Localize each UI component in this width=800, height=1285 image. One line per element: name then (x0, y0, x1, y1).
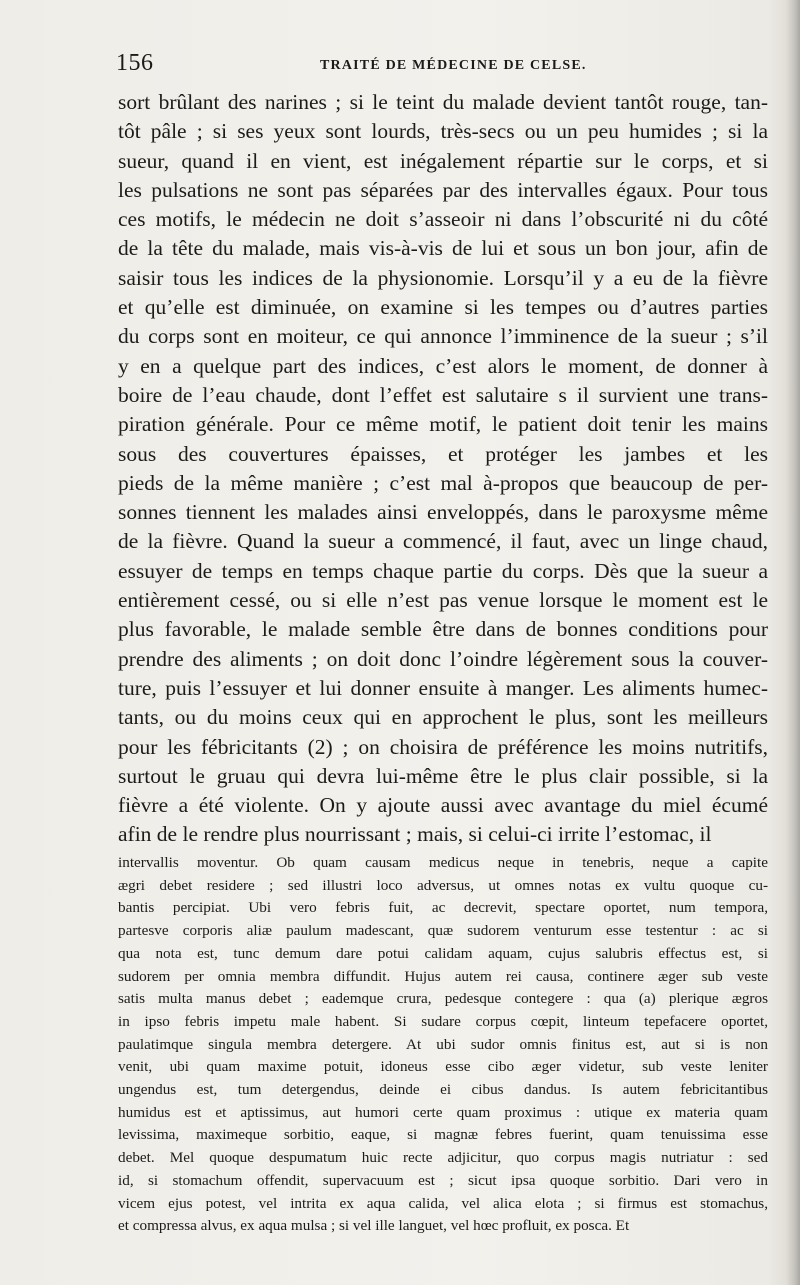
text-line: sort brûlant des narines ; si le teint du malade devient tantôt rouge, tan- (118, 90, 768, 114)
text-line: piration générale. Pour ce même motif, le patient doit tenir les mains (118, 412, 768, 437)
text-line: sous des couvertures épaisses, et protéger les jambes et les (118, 441, 768, 466)
footnote-line: vicem ejus potest, vel intrita ex aqua calida, vel alica elota ; si firmus est stomachus, (118, 1194, 768, 1212)
footnote-line: ægri debet residere ; sed illustri loco adversus, ut omnes notas ex vultu quoque cu- (118, 876, 768, 894)
footnote-line: satis multa manus debet ; eademque crura, pedesque contegere : qua (a) plerique ægros (118, 990, 768, 1008)
text-line: et qu’elle est diminuée, on examine si les tempes ou d’autres parties (118, 295, 768, 320)
footnote-line: id, si stomachum offendit, supervacuum est ; sicut ipsa quoque sorbitio. Dari vero in (118, 1171, 768, 1189)
text-line: essuyer de temps en temps chaque partie du corps. Dès que la sueur a (118, 558, 768, 583)
footnote-line: bantis percipiat. Ubi vero febris fuit, ac decrevit, spectare oportet, num tempora, (118, 899, 768, 917)
page-number: 156 (116, 50, 154, 76)
main-text-block (118, 88, 768, 850)
text-line: boire de l’eau chaude, dont l’effet est salutaire s il survient une trans- (118, 382, 768, 407)
footnote-line: humidus est et aptissimus, aut humori certe quam proximus : utique ex materia quam (118, 1103, 768, 1121)
footnote-line: debet. Mel quoque despumatum huic recte adjicitur, quo corpus magis nutriatur : sed (118, 1149, 768, 1167)
footnote-line: sudorem per omnia membra diffundit. Hujus autem rei causa, continere æger sub veste (118, 967, 768, 985)
page-edge-shadow (786, 0, 800, 1285)
footnote-line: partesve corporis aliæ paulum madescant, quæ sudorem venturum esse testentur : ac si (118, 922, 768, 940)
text-line: afin de le rendre plus nourrissant ; mais, si celui-ci irrite l’estomac, il (118, 822, 712, 847)
footnote-line: levissima, maximeque sorbitio, eaque, si magnæ febres fuerint, quam tenuissima esse (118, 1126, 768, 1144)
text-line: prendre des aliments ; on doit donc l’oindre légèrement sous la couver- (118, 646, 768, 671)
text-line: fièvre a été violente. On y ajoute aussi avec avantage du miel écumé (118, 793, 768, 818)
text-line: de la fièvre. Quand la sueur a commencé, il faut, avec un linge chaud, (118, 529, 768, 554)
text-line: les pulsations ne sont pas séparées par des intervalles égaux. Pour tous (118, 177, 768, 202)
text-line: plus favorable, le malade semble être dans de bonnes conditions pour (118, 617, 768, 642)
running-title: TRAITÉ DE MÉDECINE DE CELSE. (320, 58, 587, 73)
text-line: sonnes tiennent les malades ainsi enveloppés, dans le paroxysme même (118, 500, 768, 525)
text-line: tants, ou du moins ceux qui en approchent le plus, sont les meilleurs (118, 705, 768, 730)
page-header (116, 50, 766, 80)
footnote-line: in ipso febris impetu male habent. Si sudare corpus cœpit, linteum tepefacere oportet, (118, 1012, 768, 1030)
text-line: ces motifs, le médecin ne doit s’asseoir ni dans l’obscurité ni du côté (118, 207, 768, 232)
text-line: tôt pâle ; si ses yeux sont lourds, très-secs ou un peu humides ; si la (118, 119, 768, 144)
footnote-line: et compressa alvus, ex aqua mulsa ; si vel ille languet, vel hœc profluit, ex posca. Et (118, 1217, 630, 1235)
text-line: ture, puis l’essuyer et lui donner ensuite à manger. Les aliments humec- (118, 675, 768, 700)
footnote-line: qua nota est, tunc demum dare potui calidam aquam, cujus salubris effectus est, si (118, 944, 768, 962)
footnote-line: paulatimque singula membra detergere. At ubi sudor omnis finitus est, aut si is non (118, 1035, 768, 1053)
text-line: pour les fébricitants (2) ; on choisira de préférence les moins nutritifs, (118, 734, 768, 759)
latin-footnote-block (118, 852, 768, 1238)
text-line: surtout le gruau qui devra lui-même être le plus clair possible, si la (118, 763, 768, 788)
text-line: pieds de la même manière ; c’est mal à-propos que beaucoup de per- (118, 470, 768, 495)
footnote-line: venit, ubi quam maxime potuit, idoneus esse cibo æger videtur, sub veste leniter (118, 1058, 768, 1076)
footnote-line: ungendus est, tum detergendus, deinde ei cibus dandus. Is autem febricitantibus (118, 1081, 768, 1099)
text-line: saisir tous les indices de la physionomie. Lorsqu’il y a eu de la fièvre (118, 265, 768, 290)
text-line: de la tête du malade, mais vis-à-vis de lui et sous un bon jour, afin de (118, 236, 768, 261)
text-line: du corps sont en moiteur, ce qui annonce l’imminence de la sueur ; s’il (118, 324, 768, 349)
text-line: entièrement cessé, ou si elle n’est pas venue lorsque le moment est le (118, 588, 768, 613)
footnote-line: intervallis moventur. Ob quam causam medicus neque in tenebris, neque a capite (118, 854, 768, 871)
text-line: y en a quelque part des indices, c’est alors le moment, de donner à (118, 353, 768, 378)
text-line: sueur, quand il en vient, est inégalement répartie sur le corps, et si (118, 148, 768, 173)
